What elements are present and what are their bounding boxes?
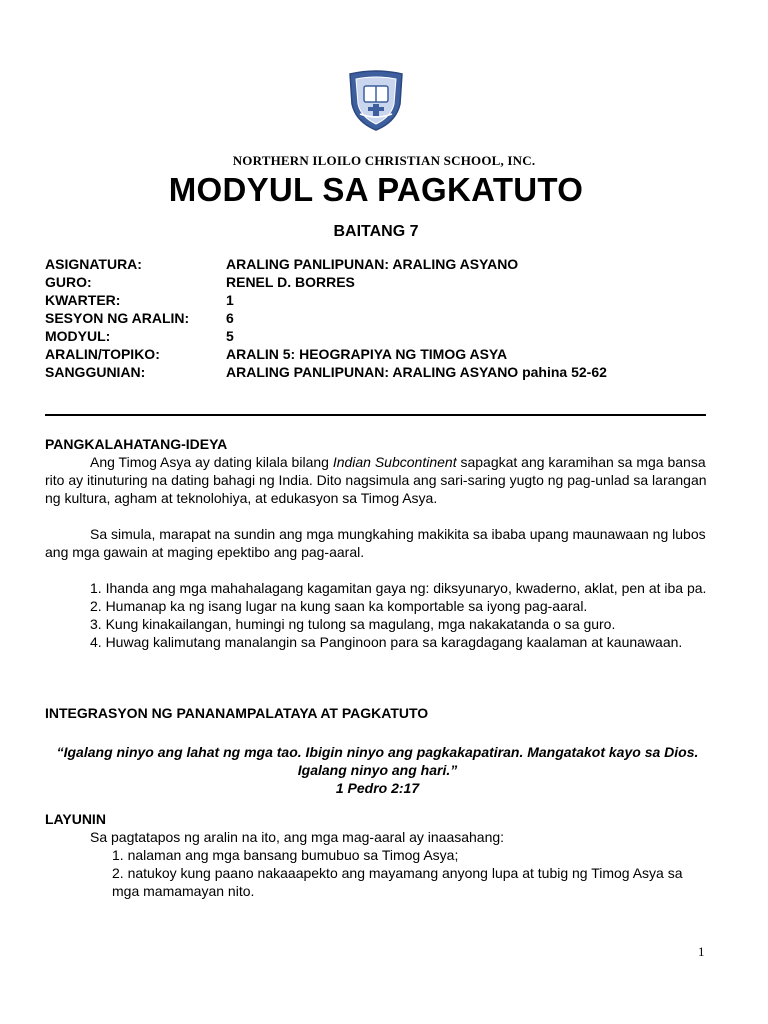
- school-crest-logo: [346, 70, 406, 132]
- info-row-sesyon: [45, 309, 607, 327]
- info-value: 1: [226, 292, 234, 308]
- page-number: 1: [698, 944, 705, 959]
- bible-quote: “Igalang ninyo ang lahat ng mga tao. Ibigin ninyo ang pagkakapatiran. Mangatakot kayo sa Dios. Igalang ninyo ang hari.”: [56, 744, 699, 778]
- info-key: SESYON NG ARALIN:: [45, 310, 190, 326]
- list-item: 2. Humanap ka ng isang lugar na kung saan ka komportable sa iyong pag-aaral.: [90, 598, 588, 614]
- info-key: MODYUL:: [45, 328, 111, 344]
- list-item: 1. nalaman ang mga bansang bumubuo sa Timog Asya;: [112, 847, 459, 863]
- info-row-aralin: [45, 345, 607, 363]
- info-key: KWARTER:: [45, 292, 121, 308]
- list-item: 2. natukoy kung paano nakaaapekto ang mayamang anyong lupa at tubig ng Timog Asya sa mga mamamayan nito.: [112, 865, 683, 899]
- info-key: GURO:: [45, 274, 92, 290]
- info-key: SANGGUNIAN:: [45, 364, 146, 380]
- info-key: ARALIN/TOPIKO:: [45, 346, 160, 362]
- bible-reference: 1 Pedro 2:17: [335, 780, 420, 796]
- info-value: 6: [226, 310, 234, 326]
- ideya-paragraph-1: [45, 453, 710, 507]
- grade-level: BAITANG 7: [333, 223, 419, 240]
- steps-list: [45, 579, 710, 651]
- ideya-heading: PANGKALAHATANG-IDEYA: [45, 436, 228, 452]
- layunin-heading: LAYUNIN: [45, 811, 106, 827]
- integrasyon-heading: INTEGRASYON NG PANANAMPALATAYA AT PAGKATUTO: [45, 705, 429, 721]
- school-name: NORTHERN ILOILO CHRISTIAN SCHOOL, INC.: [232, 153, 536, 168]
- info-value: ARALING PANLIPUNAN: ARALING ASYANO: [226, 256, 519, 272]
- ideya-p1-italic: Indian Subcontinent: [332, 454, 457, 470]
- info-row-kwarter: [45, 291, 607, 309]
- ideya-section: [45, 435, 710, 651]
- info-row-guro: [45, 273, 607, 291]
- layunin-intro: Sa pagtatapos ng aralin na ito, ang mga mag-aaral ay inaasahang:: [90, 829, 505, 845]
- info-value: 5: [226, 328, 234, 344]
- list-item: 3. Kung kinakailangan, humingi ng tulong sa magulang, mga nakakatanda o sa guro.: [90, 616, 616, 632]
- ideya-p1-end: sapagkat ang karamihan sa mga bansa rito ay itinuturing na dating bahagi ng India. Dito nagsimula ang sari-saring yugto ng pag-unlad sa larangan ng kultura, agham at teknolohiya, at edukasyon sa Timog Asya.: [45, 454, 707, 506]
- ideya-p1-start: Ang Timog Asya ay dating kilala bilang: [90, 454, 333, 470]
- module-title: MODYUL SA PAGKATUTO: [168, 171, 584, 208]
- info-value: ARALING PANLIPUNAN: ARALING ASYANO pahina 52-62: [226, 364, 607, 380]
- divider-line: [45, 414, 706, 416]
- info-row-modyul: [45, 327, 607, 345]
- info-key: ASIGNATURA:: [45, 256, 142, 272]
- objectives-list: [45, 846, 712, 900]
- integrasyon-section: [45, 704, 710, 797]
- info-row-asignatura: [45, 255, 607, 273]
- layunin-section: [45, 810, 710, 900]
- info-value: RENEL D. BORRES: [226, 274, 355, 290]
- list-item: 1. Ihanda ang mga mahahalagang kagamitan gaya ng: diksyunaryo, kwaderno, aklat, pen at iba pa.: [90, 580, 707, 596]
- ideya-paragraph-2: Sa simula, marapat na sundin ang mga mungkahing makikita sa ibaba upang maunawaan ng lubos ang mga gawain at maging epektibo ang pag-aaral.: [45, 526, 706, 560]
- info-value: ARALIN 5: HEOGRAPIYA NG TIMOG ASYA: [226, 346, 508, 362]
- info-row-sanggunian: [45, 363, 607, 381]
- info-table: [45, 255, 607, 381]
- list-item: 4. Huwag kalimutang manalangin sa Panginoon para sa karagdagang kaalaman at kaunawaan.: [90, 634, 683, 650]
